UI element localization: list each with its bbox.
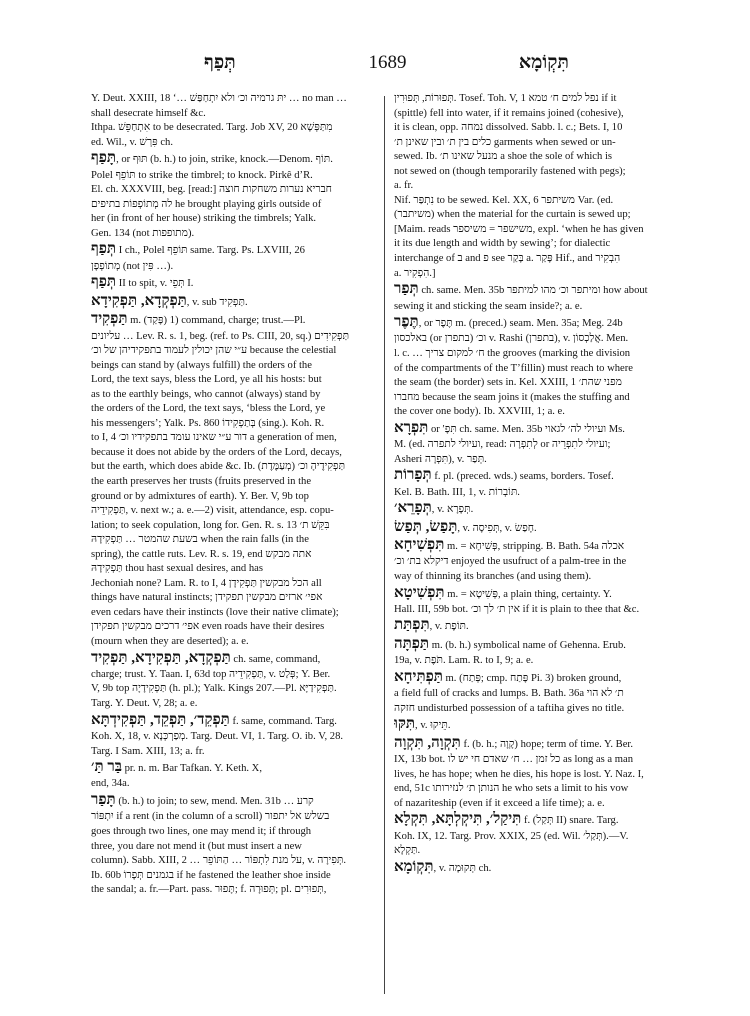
entry-text: it its due length and width by sewing’; for dialectic	[394, 238, 611, 250]
text-line	[91, 504, 381, 519]
text-line	[394, 453, 686, 468]
text-line	[91, 869, 381, 884]
entry-line	[394, 617, 686, 635]
entry-text: a field full of cracks and lumps. B. Bath. 36a ת׳ לא הוי	[394, 688, 624, 700]
entry-line	[91, 311, 381, 329]
entry-text: her (in front of her house) striking the timbrels; Yalk.	[91, 213, 317, 225]
entry-text: מְתוֹפְפָן (not פִּין …).	[91, 260, 174, 272]
entry-line	[394, 735, 686, 753]
entry-line	[91, 150, 381, 168]
entry-text: עליונים … Lev. R. s. 1, beg. (ref. to Ps. CIII, 20, sq.) תַּפְקִידִים	[91, 330, 350, 342]
headword: תָּפַף	[91, 150, 117, 167]
text-line	[394, 768, 686, 783]
entry-text: Nif. נִתְפַּר to be sewed. Kel. XX, 6 משיתפר Var. (ed.	[394, 194, 614, 206]
text-line	[91, 840, 381, 855]
entry-text: charge; trust. Y. Taan. I, 63d top תַּפְקִידֵיה, v. פְּלַט; Y. Ber.	[91, 668, 331, 680]
entry-line	[91, 293, 381, 311]
text-line	[91, 330, 381, 345]
text-line	[91, 562, 381, 577]
entry-line	[91, 241, 381, 259]
text-line	[91, 227, 381, 242]
entry-text: תַּפְקִידֵיה, v. next w.; a. e.—2) visit, attendance, esp. copu-	[91, 505, 334, 517]
entry-text: Gen. 134 (not מתופפות).	[91, 227, 195, 239]
headword: תְּפַר	[394, 281, 419, 298]
text-line	[91, 777, 381, 792]
entry-text: m. = פְּשִׁיטָא, a plain thing, certainty. Y.	[444, 588, 612, 600]
text-line	[394, 121, 686, 136]
column-divider	[384, 96, 385, 994]
text-line	[91, 825, 381, 840]
entry-text: Hall. III, 59b bot. אין ת׳ לך וכ׳ if it is plain to thee that &c.	[394, 603, 640, 615]
entry-text: El. ch. XXXVIII, beg. [read:] חבריא נערות משחקות חוצה	[91, 184, 332, 196]
entry-text: not sewed on (though temporarily fastened with pegs);	[394, 165, 626, 177]
entry-text: בשעת שהמטר … תַּפְקִידָהּ when the rain falls (in the	[91, 534, 309, 546]
entry-text: end, 34a.	[91, 778, 130, 790]
entry-line	[394, 500, 686, 518]
entry-text: m. (פָּקַד) 1) command, charge; trust.—Pl.	[127, 315, 306, 327]
entry-text: , or תּוּף (b. h.) to join, strike, knock.—Denom. תּוֹף.	[116, 154, 333, 166]
text-line	[91, 212, 381, 227]
text-line	[91, 883, 381, 898]
text-line	[394, 391, 686, 406]
entry-text: Asheri תִּפְרָה), v. תְּפַר.	[394, 453, 487, 465]
headword: תֶּפֶר	[394, 314, 419, 331]
entry-text: דיקלא בת׳ וכ׳ enjoyed the usufruct of a palm-tree in the	[394, 556, 627, 568]
text-line	[91, 359, 381, 374]
text-line	[394, 252, 686, 267]
entry-text: Ib. 60b בגמנים תְּפָרוֹ if he fastened the leather shoe inside	[91, 869, 331, 881]
text-line	[91, 606, 381, 621]
entry-text: beings can stand by (always fulfill) the orders of the	[91, 359, 312, 371]
entry-text: the seam (the border) sets in. Kel. XXIII, 1 מפני שהת׳	[394, 377, 622, 389]
entry-text: or ′תִּפָ ch. same. Men. 35b ועיולי לה׳ לגאוי Ms.	[428, 423, 625, 435]
entry-text: but the earth, which does abide &c. Ib. (מְעַמֶּדֶת) תַּפְקִידֶיהָ וכ׳	[91, 461, 346, 473]
entry-text: f. same, command. Targ.	[229, 715, 337, 727]
text-line	[394, 486, 686, 501]
entry-line	[91, 712, 381, 730]
text-line	[394, 405, 686, 420]
entry-line	[394, 716, 686, 734]
entry-text: three, you dare not mend it (but must insert a new	[91, 840, 302, 852]
entry-text: even cedars have their instincts (love their native climate);	[91, 606, 339, 618]
entry-text: IX, 13b bot. כל זמן … ח׳ שאדם חי יש לו as long as a man	[394, 754, 634, 766]
entry-text: pr. n. m. Bar Tafkan. Y. Keth. X,	[121, 763, 262, 775]
headword: תָּפַשׂ, תְּפַשׂ	[394, 518, 458, 535]
text-line	[394, 555, 686, 570]
entry-text: of nazariteship (even if it exceed a life time); a. e.	[394, 797, 605, 809]
text-line	[394, 300, 686, 315]
entry-text: f. (תְּקַל II) snare. Targ.	[521, 815, 619, 827]
headword: תַּפְתִּיחָא	[394, 668, 443, 685]
text-line	[394, 223, 686, 238]
entry-text: תְּפוּרוֹת, תְּפוּרִין. Tosef. Toh. V, 1 נפל למים ח׳ טמא if it	[394, 93, 617, 104]
entry-line	[91, 759, 381, 777]
text-line	[91, 260, 381, 275]
entry-text: M. (ed. ועיולי לתפרה, read: לְתִפְרָה or ועיולי לתִפְרֵיה;	[394, 439, 611, 451]
entry-text: (spittle) fell into water, if it remains joined (cohesive),	[394, 107, 624, 119]
entry-text: Y. Deut. XXIII, 18 ‘… יתּ גרמיה וכ׳ ולא יִתְחַפַּשׁ … no man …	[91, 93, 347, 104]
entry-text: Kel. B. Bath. III, 1, v. תּוֹבְרוֹת.	[394, 486, 520, 498]
text-line	[91, 548, 381, 563]
headword: בַּר תַּ׳	[91, 759, 122, 776]
text-line	[394, 603, 686, 618]
headword: תִּפְשִׁיטָא	[394, 584, 445, 601]
entry-text: באלכסון (or בתפרן) וכ׳ v. Rashi (בתפרן), v. אֲלַכְסוֹן. Men.	[394, 333, 629, 345]
text-line	[394, 267, 686, 282]
entry-text: [Maim. reads משישפר = משיספר, expl. ‘when he has given	[394, 223, 644, 235]
entry-text: Koh. IX, 12. Targ. Prov. XXIX, 25 (ed. Wil. תְּקַל׳).—V.	[394, 830, 629, 842]
text-line	[91, 92, 381, 107]
entry-line	[394, 859, 686, 877]
entry-text: אפי׳ דרכים מבקשין תפקידן even roads have their desires	[91, 621, 325, 633]
entry-text: V, 9b top תַּפְקִידָיָה (h. pl.); Yalk. Kings 207.—Pl. תַּפְקִידַיָּא.	[91, 683, 337, 695]
headword: תִּיקַל׳, תִּיקְלְתָּא, תִּקְלָא	[394, 811, 522, 828]
text-line	[394, 654, 686, 669]
header-guide-word-left: תְּפַף	[204, 52, 236, 73]
headword: תַּפְתָּה	[394, 635, 430, 652]
entry-text: goes through two lines, one may mend it; if through	[91, 825, 312, 837]
entry-line	[394, 467, 686, 485]
entry-text: f. pl. (preced. wds.) seams, borders. Tosef.	[431, 471, 614, 483]
text-line	[91, 121, 381, 136]
left-column	[91, 92, 381, 898]
text-line	[91, 417, 381, 432]
entry-text: m. (פְּתַח; cmp. פָּתַח Pi. 3) broken ground,	[442, 672, 622, 684]
entry-line	[91, 274, 381, 292]
headword: תַּפְקִיד	[91, 311, 128, 328]
text-line	[91, 635, 381, 650]
text-line	[91, 620, 381, 635]
entry-text: , v. תּוֹפֶת.	[429, 621, 469, 633]
text-line	[394, 702, 686, 717]
entry-text: (b. h.) to join; to sew, mend. Men. 31b … קרע	[115, 796, 314, 808]
entry-text: , v. תֵּיקוּ.	[415, 720, 451, 732]
entry-line	[394, 811, 686, 829]
entry-text: shall desecrate himself &c.	[91, 107, 206, 119]
right-column	[394, 92, 686, 877]
text-line	[91, 373, 381, 388]
text-line	[91, 183, 381, 198]
text-line	[91, 519, 381, 534]
entry-text: I ch., Polel תּוֹפֵף same. Targ. Ps. LXVIII, 26	[116, 245, 305, 257]
entry-text: as to the earthly beings, who cannot (always) stand by	[91, 388, 321, 400]
entry-line	[394, 420, 686, 438]
text-line	[91, 745, 381, 760]
text-line	[394, 362, 686, 377]
headword: תְּפַף	[91, 274, 117, 291]
entry-line	[91, 792, 381, 810]
text-line	[394, 150, 686, 165]
entry-text: spring), the cattle ruts. Lev. R. s. 19, end אתה מבקש	[91, 548, 312, 560]
entry-text: sewing it and sticking the seam inside?; a. e.	[394, 300, 583, 312]
headword: תִּפְתַּת	[394, 617, 430, 634]
entry-line	[394, 636, 686, 654]
text-line	[394, 376, 686, 391]
entry-text: 19a, v. תֹּפֶת. Lam. R. to I, 9; a. e.	[394, 655, 534, 667]
header-guide-word-right: תִּקְוֹמָא	[518, 52, 569, 73]
headword: תִּקּוּ	[394, 716, 416, 733]
text-line	[91, 388, 381, 403]
entry-text: lation; to seek copulation, long for. Gen. R. s. 13 בִּקֵּשׁ ת׳	[91, 519, 330, 531]
text-line	[394, 136, 686, 151]
text-line	[91, 697, 381, 712]
text-line	[91, 107, 381, 122]
entry-text: , or תֶּפֶר m. (preced.) seam. Men. 35a; Meg. 24b	[418, 318, 623, 330]
entry-text: a. הִפְקִיר.]	[394, 267, 436, 279]
text-line	[91, 431, 381, 446]
text-line	[394, 92, 686, 107]
headword: תַּפְקְדָא, תַּפְקִידָא, תַּפְקִיד	[91, 649, 231, 666]
entry-text: , v. sub תַּפְקִיד.	[186, 296, 248, 308]
headword: תִּקְוֹמָא	[394, 858, 434, 875]
entry-text: end, 51c הנותן ת׳ לנזירותו he who sets a limit to his vow	[394, 783, 629, 795]
entry-text: Targ. I Sam. XIII, 13; a. fr.	[91, 745, 205, 757]
text-line	[394, 570, 686, 585]
text-line	[91, 854, 381, 869]
text-line	[91, 402, 381, 417]
text-line	[394, 844, 686, 859]
entry-text: (משיתבר) when the material for the curtain is sewed up;	[394, 209, 631, 221]
entry-text: sewed. Ib. מנעל שאינו ת׳ a shoe the sole of which is	[394, 151, 613, 163]
entry-line	[394, 314, 686, 332]
text-line	[91, 730, 381, 745]
text-line	[394, 194, 686, 209]
text-line	[91, 682, 381, 697]
text-line	[91, 591, 381, 606]
text-line	[394, 208, 686, 223]
entry-text: כלים בין ת׳ ובין שאינן ת׳ garments when sewed or un-	[394, 136, 616, 148]
entry-text: , v. תְּקוּמָה ch.	[433, 862, 492, 874]
entry-text: to I, 4 דור ע״י שאינו עומד בתפקידיו וכ׳ a generation of men,	[91, 432, 337, 444]
text-line	[394, 237, 686, 252]
headword: תְּפַף	[91, 241, 117, 258]
entry-text: Ithpa. אִתְחַפֵּשׁ to be desecrated. Targ. Job XV, 20 מִתַּפְּשָׁא	[91, 122, 333, 134]
entry-text: because it does not abide by the orders of the Lord, decays,	[91, 446, 342, 458]
entry-text: column). Sabb. XIII, 2 … על מנת לִתְפּוֹר … הַתּוֹפֵר, v. תְּפִירָה.	[91, 855, 346, 867]
entry-text: ed. Wil., v. פִּרְשׁ ch.	[91, 136, 173, 148]
text-line	[394, 107, 686, 122]
entry-line	[394, 519, 686, 537]
text-line	[394, 687, 686, 702]
text-line	[91, 344, 381, 359]
entry-line	[394, 669, 686, 687]
entry-text: the orders of the Lord, the text says, ‘bless the Lord, ye	[91, 403, 326, 415]
text-line	[394, 347, 686, 362]
entry-text: things have natural instincts; אפי׳ ארזים מבקשין תפקידן	[91, 592, 323, 604]
entry-text: Lord, the text says, bless the Lord, ye all his hosts: but	[91, 374, 322, 386]
entry-line	[91, 650, 381, 668]
headword: תָּפַר	[91, 792, 116, 809]
entry-text: מחברו because the seam joins it (makes the stuffing and	[394, 391, 630, 403]
headword: תִּפְשִׁיחָא	[394, 537, 445, 554]
entry-text: תַּפְקִידָהּ thou hast sexual desires, and has	[91, 563, 263, 575]
text-line	[91, 533, 381, 548]
text-line	[91, 169, 381, 184]
entry-text: m. = פְּשִׁיחָא, stripping. B. Bath. 54a אכלה	[444, 541, 625, 553]
entry-text: ch. same. Men. 35b ומיתפר וכ׳ מהו למיתפר how about	[418, 285, 648, 297]
entry-text: way of thinning its branches (and using them).	[394, 570, 592, 582]
text-line	[91, 446, 381, 461]
entry-line	[394, 537, 686, 555]
entry-text: lives, he has hope; when he dies, his hope is lost. Y. Naz. I,	[394, 768, 644, 780]
entry-text: interchange of ב and פ see בָּקַר a. פָּקַר Hif., and הִבְקִיר	[394, 253, 621, 265]
entry-text: the earth preserves her trusts (fruits preserved in the	[91, 475, 312, 487]
text-line	[394, 438, 686, 453]
entry-text: ground or by admixtures of earth). Y. Ber. V, 9b top	[91, 490, 309, 502]
entry-text: f. (b. h.; קָוָה) hope; term of time. Y. Ber.	[460, 738, 633, 750]
text-line	[91, 475, 381, 490]
entry-text: (mourn when they are deserted); a. e.	[91, 635, 249, 647]
text-line	[394, 830, 686, 845]
entry-text: Jechoniah none? Lam. R. to I, 4 הכל מבקשין תַּפְקִידָן all	[91, 577, 322, 589]
headword: תַּפְקֵד׳, תַּפְקֵד, תַּפְקִידְתָּא	[91, 711, 230, 728]
text-line	[91, 577, 381, 592]
text-line	[394, 332, 686, 347]
headword: תְּפָרֵא׳	[394, 500, 432, 517]
text-line	[91, 668, 381, 683]
headword: תַּפְקְדָא, תַּפְקִידָא	[91, 292, 187, 309]
text-line	[394, 782, 686, 797]
entry-text: חזקה undisturbed possession of a taftiha gives no title.	[394, 702, 625, 714]
entry-text: Targ. Y. Deut. V, 28; a. e.	[91, 698, 198, 710]
entry-text: the cover one body). Ib. XXVIII, 1; a. e.	[394, 406, 565, 418]
page-number: 1689	[368, 52, 407, 73]
text-line	[394, 753, 686, 768]
text-line	[394, 165, 686, 180]
entry-text: Koh. X, 18, v. מְפַרְכְּנָא. Targ. Deut. VI, 1. Targ. O. ib. V, 28.	[91, 730, 344, 742]
text-line	[91, 198, 381, 213]
text-line	[394, 179, 686, 194]
entry-text: l. c. … ח׳ למקום צריך the grooves (marking the division	[394, 348, 631, 360]
entry-text: II to spit, v. תְּפֵי I.	[116, 278, 194, 290]
entry-text: לה מְתוֹפְפוֹת בתיפים he brought playing girls outside of	[91, 198, 322, 210]
headword: תְּפָרוֹת	[394, 467, 432, 484]
text-line	[91, 136, 381, 151]
entry-line	[394, 281, 686, 299]
entry-text: m. (b. h.) symbolical name of Gehenna. Erub.	[429, 639, 626, 651]
headword: תִּפְרָא	[394, 419, 429, 436]
entry-text: Polel תּוֹפֵף to strike the timbrel; to knock. Pirkê d’R.	[91, 169, 313, 181]
entry-line	[394, 585, 686, 603]
text-line	[91, 490, 381, 505]
text-line	[91, 460, 381, 475]
entry-text: a. fr.	[394, 180, 414, 192]
entry-text: his messengers’; Yalk. Ps. 860 בְּתַפְקִידוֹ (sing.). Koh. R.	[91, 417, 325, 429]
page-header	[94, 52, 681, 82]
entry-text: תַּקְלָא.	[394, 845, 421, 857]
entry-text: , v. תְּפָרָא.	[431, 504, 474, 516]
entry-text: , v. תְּפִיסָה, v. חָפַשׂ.	[457, 522, 537, 534]
entry-text: of the compartments of the T’fillin) must reach to where	[394, 362, 633, 374]
entry-text: it is clean, opp. נמחה dissolved. Sabb. l. c.; Bets. I, 10	[394, 122, 623, 134]
entry-text: the sandal; a. fr.—Part. pass. תָּפוּר; f. תְּפוּרָה; pl. תְּפוּרִים,	[91, 884, 327, 896]
entry-text: ch. same, command,	[230, 653, 321, 665]
text-line	[91, 810, 381, 825]
entry-text: ע״י שהן יכולין לעמוד בתפקידיהן של וכ׳ because the celestial	[91, 345, 337, 357]
text-line	[394, 797, 686, 812]
entry-text: יִתְפּוֹר if a rent (in the column of a scroll) בשלש אל יתפור	[91, 811, 330, 823]
headword: תִּקְוָה, תִּקְוָה	[394, 734, 461, 751]
